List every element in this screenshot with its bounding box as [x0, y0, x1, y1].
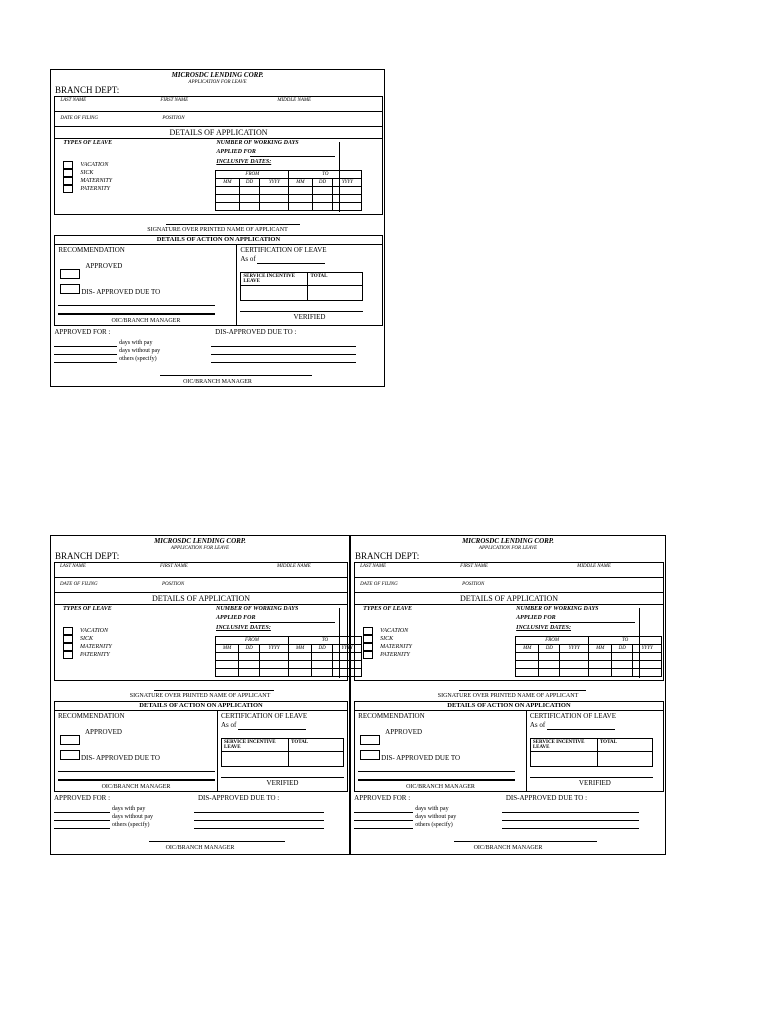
date-cell[interactable]	[239, 669, 260, 677]
company-name: MICROSDC LENDING CORP.	[462, 537, 554, 545]
date-col-header: YYYY	[333, 645, 362, 653]
oic-manager-bottom-label: OIC/BRANCH MANAGER	[165, 845, 235, 851]
date-col-header: YYYY	[633, 645, 662, 653]
disapproved-label: DIS- APPROVED DUE TO	[81, 288, 161, 296]
date-col-header: DD	[312, 645, 333, 653]
date-cell[interactable]	[239, 653, 260, 661]
days-without-pay-label: days without pay	[112, 814, 153, 820]
details-divider	[57, 214, 347, 215]
date-cell[interactable]	[260, 187, 289, 195]
date-cell[interactable]	[239, 195, 260, 203]
as-of-label: As of	[240, 255, 256, 263]
branch-dept-label: BRANCH DEPT:	[55, 85, 120, 95]
others-line[interactable]	[54, 828, 110, 829]
details-right-border	[339, 142, 340, 212]
applied-for-line[interactable]	[250, 622, 335, 623]
date-cell[interactable]	[216, 203, 239, 211]
signature-line[interactable]	[154, 690, 274, 691]
date-cell[interactable]	[333, 195, 362, 203]
details-section	[54, 138, 382, 215]
date-cell[interactable]	[312, 203, 333, 211]
leave-type-paternity: PATERNITY	[380, 652, 410, 658]
date-cell[interactable]	[539, 669, 560, 677]
date-cell[interactable]	[312, 661, 333, 669]
disapproved-reason-line[interactable]	[502, 828, 639, 829]
approved-label: APPROVED	[385, 728, 423, 736]
filing-row[interactable]	[54, 111, 382, 127]
final-signature-line[interactable]	[454, 841, 597, 842]
date-col-header: MM	[589, 645, 612, 653]
inclusive-dates-label: INCLUSIVE DATES:	[516, 625, 572, 631]
date-cell[interactable]	[516, 669, 539, 677]
middle-name-label: MIDDLE NAME	[277, 564, 311, 569]
position-label: POSITION	[162, 116, 185, 121]
first-name-label: FIRST NAME	[160, 98, 189, 103]
verified-label: VERIFIED	[578, 779, 611, 787]
leave-type-sick: SICK	[80, 170, 94, 176]
date-cell[interactable]	[312, 195, 333, 203]
middle-name-label: MIDDLE NAME	[277, 98, 312, 103]
details-divider	[57, 680, 347, 681]
date-col-header: MM	[289, 179, 312, 187]
date-cell[interactable]	[333, 187, 362, 195]
working-days-label: NUMBER OF WORKING DAYS	[216, 140, 299, 146]
approved-label: APPROVED	[85, 728, 122, 736]
recommendation-label: RECOMMENDATION	[58, 712, 125, 720]
manager-signature-line[interactable]	[58, 779, 215, 781]
date-cell[interactable]	[633, 661, 662, 669]
recommendation-label: RECOMMENDATION	[358, 712, 425, 720]
date-cell[interactable]	[312, 653, 333, 661]
to-header: TO	[288, 637, 361, 645]
date-cell[interactable]	[216, 669, 239, 677]
approved-for-label: APPROVED FOR :	[54, 328, 111, 336]
disapproved-reason-line[interactable]	[194, 828, 324, 829]
days-without-pay-label: days without pay	[119, 348, 161, 354]
working-days-label: NUMBER OF WORKING DAYS	[216, 606, 299, 612]
days-without-pay-line[interactable]	[54, 354, 117, 355]
name-row[interactable]	[354, 562, 664, 578]
disapproved-label: DIS- APPROVED DUE TO	[81, 754, 160, 762]
form-subtitle: APPLICATION FOR LEAVE	[188, 80, 247, 85]
verified-line[interactable]	[221, 777, 344, 778]
signature-line[interactable]	[459, 690, 585, 691]
manager-signature-line[interactable]	[358, 779, 515, 781]
leave-type-maternity: MATERNITY	[80, 644, 112, 650]
filing-row[interactable]	[54, 577, 348, 593]
date-col-header: MM	[216, 179, 239, 187]
date-cell[interactable]	[333, 203, 362, 211]
date-of-filing-label: DATE OF FILING	[60, 116, 98, 121]
oic-manager-bottom-label: OIC/BRANCH MANAGER	[473, 845, 543, 851]
date-cell[interactable]	[288, 669, 311, 677]
disapproved-label: DIS- APPROVED DUE TO	[381, 754, 461, 762]
date-cell[interactable]	[216, 195, 239, 203]
date-cell[interactable]	[216, 661, 239, 669]
date-col-header: MM	[216, 645, 239, 653]
details-title: DETAILS OF APPLICATION	[151, 594, 251, 603]
leave-type-vacation: VACATION	[380, 628, 409, 634]
date-cell[interactable]	[560, 669, 589, 677]
from-header: FROM	[516, 637, 589, 645]
last-name-label: LAST NAME	[60, 98, 87, 103]
first-name-label: FIRST NAME	[160, 564, 188, 569]
days-without-pay-label: days without pay	[415, 814, 457, 820]
manager-signature-line[interactable]	[58, 313, 215, 315]
leave-application-form	[50, 535, 353, 855]
disapproved-checkbox[interactable]	[360, 750, 380, 760]
date-cell[interactable]	[289, 195, 312, 203]
vacation-checkbox[interactable]	[63, 161, 73, 169]
date-col-header: MM	[516, 645, 539, 653]
details-title: DETAILS OF APPLICATION	[459, 594, 558, 603]
certification-label: CERTIFICATION OF LEAVE	[221, 712, 308, 720]
company-name: MICROSDC LENDING CORP.	[154, 537, 246, 545]
to-header: TO	[289, 171, 362, 179]
certification-box	[236, 244, 382, 326]
date-cell[interactable]	[612, 661, 633, 669]
applied-for-label: APPLIED FOR	[516, 615, 556, 621]
leave-credits-table[interactable]	[221, 738, 344, 767]
working-days-label: NUMBER OF WORKING DAYS	[516, 606, 599, 612]
types-of-leave-label: TYPES OF LEAVE	[63, 140, 113, 146]
approved-for-label: APPROVED FOR :	[354, 794, 411, 802]
date-cell[interactable]	[260, 203, 289, 211]
total-header: TOTAL	[597, 739, 652, 752]
days-with-pay-line[interactable]	[354, 812, 413, 813]
branch-dept-label: BRANCH DEPT:	[55, 551, 120, 561]
action-title: DETAILS OF ACTION ON APPLICATION	[139, 702, 263, 709]
inclusive-dates-label: INCLUSIVE DATES:	[216, 159, 272, 165]
disapproved-reason-line[interactable]	[194, 820, 324, 821]
date-col-header: DD	[239, 645, 260, 653]
oic-manager-label: OIC/BRANCH MANAGER	[406, 784, 475, 790]
sick-checkbox[interactable]	[63, 169, 73, 177]
details-divider	[357, 680, 647, 681]
position-label: POSITION	[462, 582, 485, 587]
details-right-border	[639, 608, 640, 678]
certification-label: CERTIFICATION OF LEAVE	[240, 246, 327, 254]
date-cell[interactable]	[516, 661, 539, 669]
date-col-header: DD	[312, 179, 333, 187]
date-cell[interactable]	[312, 187, 333, 195]
others-label: others (specify)	[119, 356, 157, 362]
date-cell[interactable]	[260, 195, 289, 203]
days-with-pay-line[interactable]	[54, 812, 110, 813]
date-cell[interactable]	[288, 653, 311, 661]
date-cell[interactable]	[516, 653, 539, 661]
verified-label: VERIFIED	[266, 779, 299, 787]
date-cell[interactable]	[312, 669, 333, 677]
applied-for-label: APPLIED FOR	[216, 149, 256, 155]
credit-cell[interactable]	[222, 752, 289, 767]
date-col-header: YYYY	[260, 645, 289, 653]
details-title: DETAILS OF APPLICATION	[169, 128, 268, 137]
oic-manager-label: OIC/BRANCH MANAGER	[111, 318, 181, 324]
certification-label: CERTIFICATION OF LEAVE	[529, 712, 617, 720]
first-name-label: FIRST NAME	[460, 564, 488, 569]
from-header: FROM	[216, 637, 289, 645]
paternity-checkbox[interactable]	[63, 185, 73, 193]
approved-checkbox[interactable]	[60, 269, 80, 279]
date-cell[interactable]	[539, 661, 560, 669]
date-cell[interactable]	[260, 661, 289, 669]
disapproved-checkbox[interactable]	[60, 284, 80, 294]
leave-type-sick: SICK	[380, 636, 394, 642]
credit-cell[interactable]	[597, 752, 652, 767]
days-with-pay-line[interactable]	[54, 346, 117, 347]
position-label: POSITION	[162, 582, 185, 587]
date-col-header: DD	[539, 645, 560, 653]
leave-application-form	[50, 69, 385, 387]
recommendation-box	[54, 710, 218, 792]
disapproved-reason-line[interactable]	[194, 812, 324, 813]
disapproved-reason-line[interactable]	[211, 346, 356, 347]
days-with-pay-label: days with pay	[119, 340, 153, 346]
paternity-checkbox[interactable]	[363, 651, 373, 659]
as-of-label: As of	[221, 721, 237, 729]
name-row[interactable]	[54, 562, 348, 578]
verified-line[interactable]	[530, 777, 653, 778]
action-title: DETAILS OF ACTION ON APPLICATION	[447, 702, 571, 709]
date-col-header: DD	[612, 645, 633, 653]
as-of-line[interactable]	[547, 729, 615, 730]
maternity-checkbox[interactable]	[63, 643, 73, 651]
date-cell[interactable]	[612, 669, 633, 677]
service-incentive-header: SERVICE INCENTIVE LEAVE	[222, 739, 289, 752]
leave-type-maternity: MATERNITY	[80, 178, 113, 184]
approved-checkbox[interactable]	[60, 735, 80, 745]
leave-type-vacation: VACATION	[80, 162, 109, 168]
maternity-checkbox[interactable]	[363, 643, 373, 651]
last-name-label: LAST NAME	[360, 564, 387, 569]
date-cell[interactable]	[260, 653, 289, 661]
service-incentive-header: SERVICE INCENTIVE LEAVE	[241, 273, 308, 286]
disapproved-reason-line[interactable]	[211, 354, 356, 355]
days-with-pay-label: days with pay	[112, 806, 146, 812]
middle-name-label: MIDDLE NAME	[577, 564, 611, 569]
date-cell[interactable]	[560, 661, 589, 669]
others-line[interactable]	[354, 828, 413, 829]
maternity-checkbox[interactable]	[63, 177, 73, 185]
details-section	[54, 604, 353, 681]
disapproved-reason-line[interactable]	[211, 362, 356, 363]
disapproved-due-label: DIS-APPROVED DUE TO :	[505, 794, 588, 802]
disapproved-reason-line[interactable]	[502, 812, 639, 813]
leave-credits-table[interactable]	[530, 738, 653, 767]
total-header: TOTAL	[289, 739, 344, 752]
oic-manager-bottom-label: OIC/BRANCH MANAGER	[183, 379, 252, 385]
credit-cell[interactable]	[241, 286, 308, 301]
leave-type-paternity: PATERNITY	[80, 652, 110, 658]
recommendation-box	[54, 244, 237, 326]
date-cell[interactable]	[633, 653, 662, 661]
as-of-line[interactable]	[257, 263, 325, 264]
details-section	[354, 604, 664, 681]
disapproved-due-label: DIS-APPROVED DUE TO :	[198, 794, 280, 802]
signature-label: SIGNATURE OVER PRINTED NAME OF APPLICANT	[129, 693, 271, 699]
to-header: TO	[589, 637, 662, 645]
leave-application-form	[350, 535, 666, 855]
date-cell[interactable]	[560, 653, 589, 661]
types-of-leave-label: TYPES OF LEAVE	[63, 606, 112, 612]
signature-label: SIGNATURE OVER PRINTED NAME OF APPLICANT	[437, 693, 579, 699]
disapproved-due-label: DIS-APPROVED DUE TO :	[215, 328, 297, 336]
as-of-label: As of	[529, 721, 546, 729]
date-cell[interactable]	[239, 661, 260, 669]
date-cell[interactable]	[633, 669, 662, 677]
signature-line[interactable]	[166, 224, 300, 225]
applied-for-line[interactable]	[250, 156, 335, 157]
date-col-header: MM	[288, 645, 311, 653]
from-header: FROM	[216, 171, 289, 179]
leave-credits-table[interactable]	[240, 272, 363, 301]
signature-label: SIGNATURE OVER PRINTED NAME OF APPLICANT	[147, 227, 288, 233]
details-right-border	[339, 608, 340, 678]
applied-for-line[interactable]	[550, 622, 635, 623]
date-cell[interactable]	[239, 187, 260, 195]
filing-row[interactable]	[354, 577, 664, 593]
total-header: TOTAL	[308, 273, 363, 286]
date-cell[interactable]	[589, 669, 612, 677]
final-signature-line[interactable]	[160, 375, 312, 376]
vacation-checkbox[interactable]	[63, 627, 73, 635]
recommendation-box	[354, 710, 527, 792]
days-without-pay-line[interactable]	[354, 820, 413, 821]
certification-box	[217, 710, 348, 792]
date-col-header: YYYY	[260, 179, 289, 187]
sick-checkbox[interactable]	[63, 635, 73, 643]
date-cell[interactable]	[612, 653, 633, 661]
certification-box	[526, 710, 664, 792]
date-cell[interactable]	[289, 187, 312, 195]
action-title: DETAILS OF ACTION ON APPLICATION	[156, 236, 281, 243]
branch-dept-label: BRANCH DEPT:	[355, 551, 420, 561]
final-signature-line[interactable]	[149, 841, 285, 842]
date-cell[interactable]	[239, 203, 260, 211]
approved-for-label: APPROVED FOR :	[54, 794, 111, 802]
date-col-header: DD	[239, 179, 260, 187]
date-cell[interactable]	[216, 653, 239, 661]
date-of-filing-label: DATE OF FILING	[60, 582, 98, 587]
verified-line[interactable]	[240, 311, 363, 312]
service-incentive-header: SERVICE INCENTIVE LEAVE	[530, 739, 597, 752]
date-col-header: YYYY	[560, 645, 589, 653]
disapproved-reason-line[interactable]	[358, 771, 515, 772]
leave-type-paternity: PATERNITY	[80, 186, 111, 192]
last-name-label: LAST NAME	[60, 564, 86, 569]
date-cell[interactable]	[289, 203, 312, 211]
days-with-pay-label: days with pay	[415, 806, 449, 812]
company-name: MICROSDC LENDING CORP.	[171, 71, 264, 79]
sick-checkbox[interactable]	[363, 635, 373, 643]
credit-cell[interactable]	[289, 752, 344, 767]
leave-type-vacation: VACATION	[80, 628, 108, 634]
form-subtitle: APPLICATION FOR LEAVE	[478, 546, 538, 551]
others-line[interactable]	[54, 362, 117, 363]
approved-label: APPROVED	[85, 262, 123, 270]
date-col-header: YYYY	[333, 179, 362, 187]
name-row[interactable]	[54, 96, 382, 112]
vacation-checkbox[interactable]	[363, 627, 373, 635]
paternity-checkbox[interactable]	[63, 651, 73, 659]
disapproved-reason-line[interactable]	[58, 771, 215, 772]
date-cell[interactable]	[589, 661, 612, 669]
days-without-pay-line[interactable]	[54, 820, 110, 821]
others-label: others (specify)	[415, 822, 453, 828]
credit-cell[interactable]	[530, 752, 597, 767]
verified-label: VERIFIED	[293, 313, 326, 321]
others-label: others (specify)	[112, 822, 150, 828]
leave-type-maternity: MATERNITY	[380, 644, 412, 650]
as-of-line[interactable]	[238, 729, 306, 730]
credit-cell[interactable]	[308, 286, 363, 301]
disapproved-checkbox[interactable]	[60, 750, 80, 760]
disapproved-reason-line[interactable]	[502, 820, 639, 821]
date-cell[interactable]	[288, 661, 311, 669]
applied-for-label: APPLIED FOR	[216, 615, 256, 621]
form-subtitle: APPLICATION FOR LEAVE	[170, 546, 230, 551]
recommendation-label: RECOMMENDATION	[58, 246, 125, 254]
date-of-filing-label: DATE OF FILING	[360, 582, 398, 587]
leave-type-sick: SICK	[80, 636, 94, 642]
oic-manager-label: OIC/BRANCH MANAGER	[101, 784, 171, 790]
approved-checkbox[interactable]	[360, 735, 380, 745]
date-cell[interactable]	[539, 653, 560, 661]
inclusive-dates-label: INCLUSIVE DATES:	[216, 625, 271, 631]
date-cell[interactable]	[260, 669, 289, 677]
date-cell[interactable]	[216, 187, 239, 195]
date-cell[interactable]	[589, 653, 612, 661]
disapproved-reason-line[interactable]	[58, 305, 215, 306]
types-of-leave-label: TYPES OF LEAVE	[363, 606, 412, 612]
